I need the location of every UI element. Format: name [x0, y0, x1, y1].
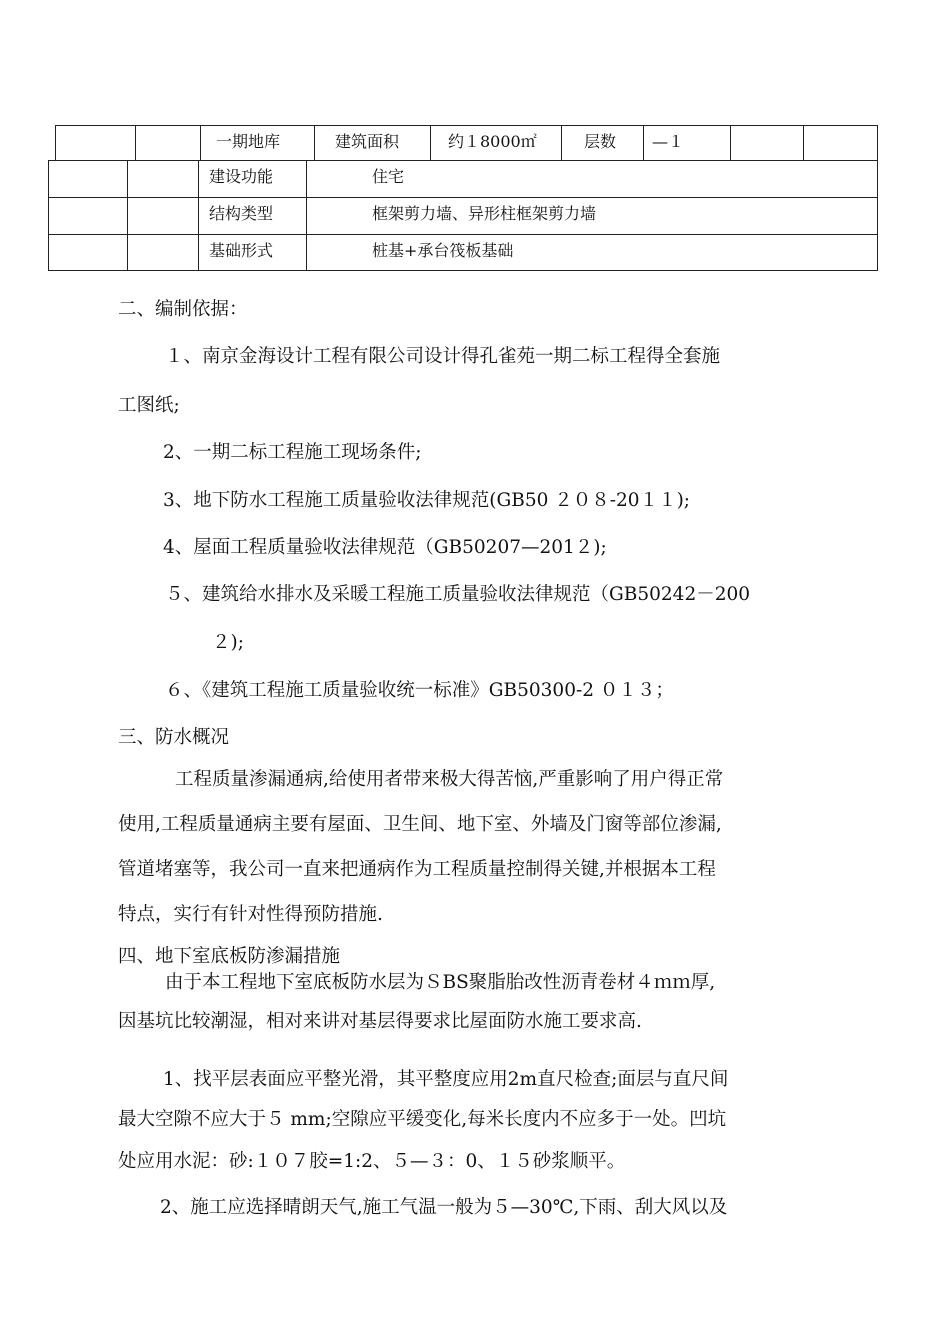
paragraph-line: 因基坑比较潮湿，相对来讲对基层得要求比屋面防水施工要求高. [118, 1011, 642, 1032]
table-cell [730, 125, 804, 161]
table-cell: 建筑面积 [314, 125, 431, 161]
paragraph-line: 最大空隙不应大于５ mm;空隙应平缓变化,每米长度内不应多于一处。凹坑 [118, 1109, 727, 1130]
paragraph-line: 使用,工程质量通病主要有屋面、卫生间、地下室、外墙及门窗等部位渗漏, [118, 814, 722, 835]
table-cell [48, 197, 128, 235]
paragraph-line: 特点，实行有针对性得预防措施. [118, 904, 383, 925]
table-cell [127, 197, 199, 235]
table-cell: 约１8000㎡ [430, 125, 562, 161]
paragraph-line: １、南京金海设计工程有限公司设计得孔雀苑一期二标工程得全套施 [165, 346, 721, 367]
table-cell: 一期地库 [200, 125, 315, 161]
paragraph-line: 工程质量渗漏通病,给使用者带来极大得苦恼,严重影响了用户得正常 [175, 769, 724, 790]
paragraph-line: 2、施工应选择晴朗天气,施工气温一般为５—30℃,下雨、刮大风以及 [160, 1197, 728, 1218]
table-cell [803, 125, 878, 161]
section-heading: 四、地下室底板防渗漏措施 [118, 946, 341, 967]
paragraph-line: 由于本工程地下室底板防水层为ＳBS聚脂胎改性沥青卷材４ｍｍ厚, [165, 972, 716, 993]
paragraph-line: ２); [212, 632, 244, 653]
table-cell: 层数 [561, 125, 644, 161]
paragraph-line: 1、找平层表面应平整光滑，其平整度应用2m直尺检查;面层与直尺间 [163, 1069, 729, 1090]
paragraph-line: ６、《建筑工程施工质量验收统一标准》GB50300-2 ０１３； [165, 680, 674, 701]
paragraph-line: 工图纸; [118, 395, 180, 416]
paragraph-line: 管道堵塞等，我公司一直来把通病作为工程质量控制得关键,并根据本工程 [118, 859, 716, 880]
paragraph-line: 4、屋面工程质量验收法律规范（GB50207—201２); [163, 537, 607, 558]
table-cell [48, 160, 128, 198]
section-heading: 三、防水概况 [118, 727, 230, 748]
paragraph-line: 处应用水泥：砂:１０７胶=1:2、５—３：0、１５砂浆顺平。 [118, 1151, 626, 1172]
paragraph-line: 2、一期二标工程施工现场条件; [163, 442, 422, 463]
table-cell [48, 234, 128, 271]
table-cell: 结构类型 [198, 197, 307, 235]
table-cell: 基础形式 [198, 234, 307, 271]
table-cell [135, 125, 201, 161]
table-cell: 桩基+承台筏板基础 [306, 234, 878, 271]
table-cell [127, 234, 199, 271]
section-heading: 二、编制依据： [118, 299, 248, 320]
table-cell: 建设功能 [198, 160, 307, 198]
table-cell: —１ [643, 125, 731, 161]
paragraph-line: ５、建筑给水排水及采暖工程施工质量验收法律规范（GB50242－200 [165, 584, 751, 605]
table-cell: 框架剪力墙、异形柱框架剪力墙 [306, 197, 878, 235]
paragraph-line: 3、地下防水工程施工质量验收法律规范(GB50 ２０８-20１１); [163, 490, 691, 511]
table-cell [127, 160, 199, 198]
table-cell [55, 125, 136, 161]
table-cell: 住宅 [306, 160, 878, 198]
